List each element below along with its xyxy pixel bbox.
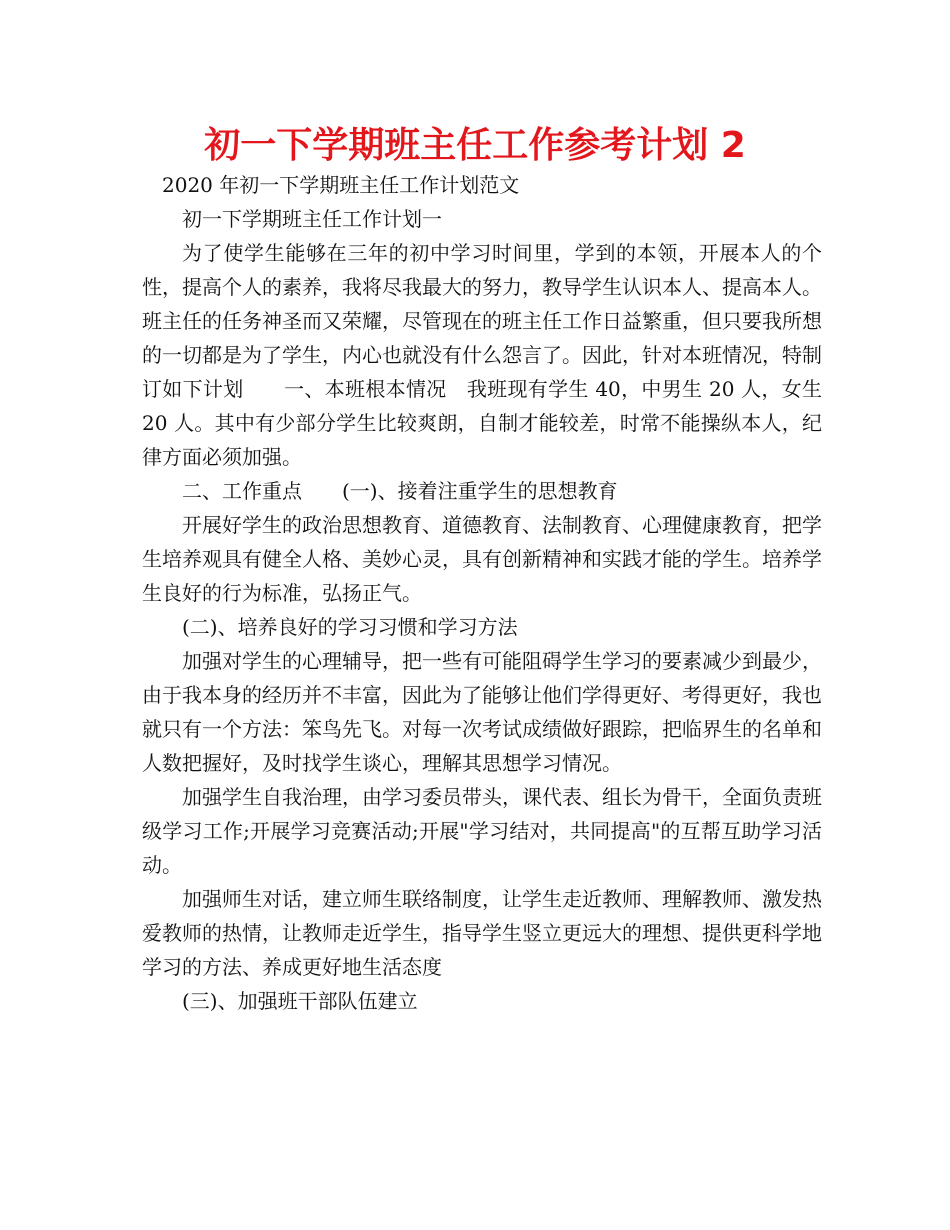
paragraph-subsection-2: (二)、培养良好的学习习惯和学习方法 [182,615,518,639]
paragraph-dialogue: 加强师生对话，建立师生联络制度，让学生走近教师、理解教师、激发热爱教师的热情，让教师走近学生，指导学生竖立更远大的理想、提供更科学地学习的方法、养成更好地生活态度 [142,887,822,979]
paragraph-subtitle: 2020 年初一下学期班主任工作计划范文 [162,173,520,197]
document-body [142,168,822,1018]
paragraph-intro: 为了使学生能够在三年的初中学习时间里，学到的本领，开展本人的个性，提高个人的素养，我将尽我最大的努力，教导学生认识本人、提高本人。班主任的任务神圣而又荣耀，尽管现在的班主任工作日益繁重，但只要我所想的一切都是为了学生，内心也就没有什么怨言了。因此，针对本班情况，特制订如下计划 一、本班根本情况 我班现有学生 40，中男生 20 人，女生 20 人。其中有少部分学生比较爽朗，自制才能较差，时常不能操纵本人，纪律方面必须加强。 [142,241,822,469]
paragraph-plan-heading: 初一下学期班主任工作计划一 [182,207,442,231]
paragraph-section-2: 二、工作重点 (一)、接着注重学生的思想教育 [182,479,618,503]
document-title: 初一下学期班主任工作参考计划 2 [204,125,746,166]
paragraph-education: 开展好学生的政治思想教育、道德教育、法制教育、心理健康教育，把学生培养观具有健全人格、美妙心灵，具有创新精神和实践才能的学生。培养学生良好的行为标准，弘扬正气。 [142,513,822,605]
paragraph-subsection-3: (三)、加强班干部队伍建立 [182,989,418,1013]
paragraph-self-management: 加强学生自我治理，由学习委员带头，课代表、组长为骨干，全面负责班级学习工作;开展学习竞赛活动;开展"学习结对，共同提高"的互帮互助学习活动。 [142,785,822,877]
paragraph-counseling: 加强对学生的心理辅导，把一些有可能阻碍学生学习的要素减少到最少，由于我本身的经历并不丰富，因此为了能够让他们学得更好、考得更好，我也就只有一个方法：笨鸟先飞。对每一次考试成绩做好跟踪，把临界生的名单和人数把握好，及时找学生谈心，理解其思想学习情况。 [142,649,822,775]
